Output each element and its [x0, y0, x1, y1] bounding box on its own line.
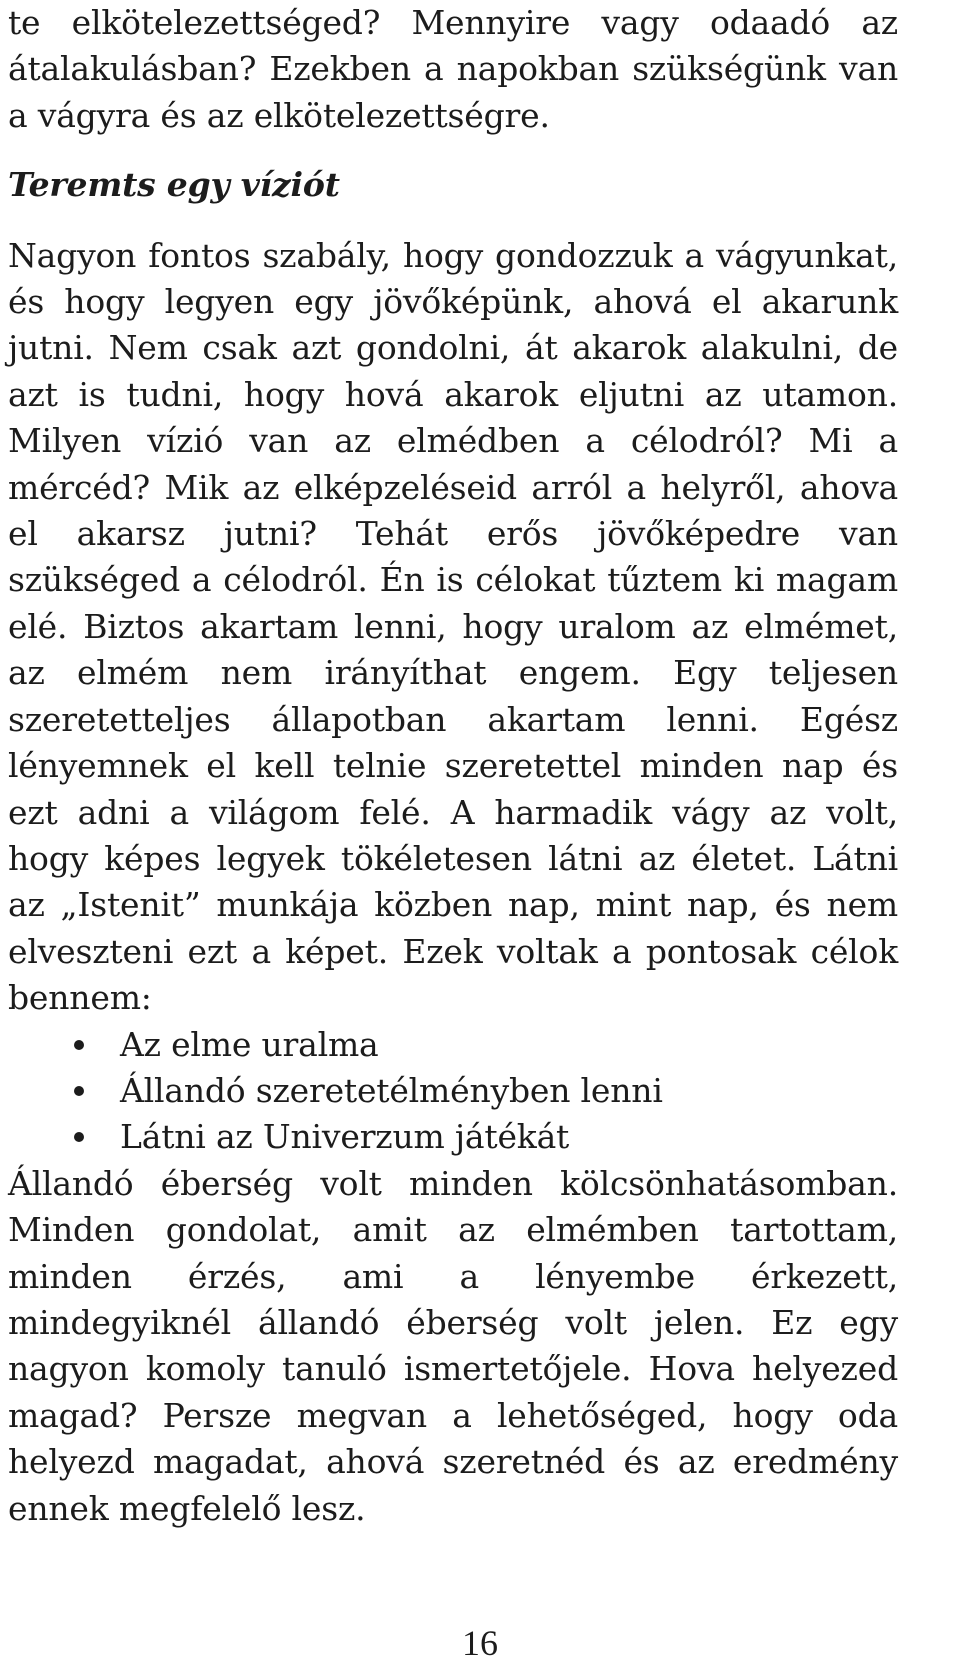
list-item-text: Az elme uralma	[120, 1024, 379, 1064]
list-item	[8, 1114, 898, 1160]
goal-list	[8, 1022, 898, 1161]
bullet-icon	[74, 1086, 84, 1096]
main-paragraph: Nagyon fontos szabály, hogy gondozzuk a vágyunkat, és hogy legyen egy jövőképünk, ahová el akarunk jutni. Nem csak azt gondolni, át akarok alakulni, de azt is tudni, hogy hová akarok eljutni az utamon. Milyen vízió van az elmédben a célodról? Mi a mércéd? Mik az elképzeléseid arról a helyről, ahova el akarsz jutni? Tehát erős jövőképedre van szükséged a célodról. Én is célokat tűztem ki magam elé. Biztos akartam lenni, hogy uralom az elmémet, az elmém nem irányíthat engem. Egy teljesen szeretetteljes állapotban akartam lenni. Egész lényemnek el kell telnie szeretettel minden nap és ezt adni a világom felé. A harmadik vágy az volt, hogy képes legyek tökéletesen látni az életet. Látni az „Istenit” munkája közben nap, mint nap, és nem elveszteni ezt a képet. Ezek voltak a pontosak célok bennem:	[8, 235, 898, 1018]
list-item	[8, 1022, 898, 1068]
closing-paragraph: Állandó éberség volt minden kölcsönhatásomban. Minden gondolat, amit az elmémben tartottam, minden érzés, ami a lényembe érkezett, mindegyiknél állandó éberség volt jelen. Ez egy nagyon komoly tanuló ismertetőjele. Hova helyezed magad? Persze megvan a lehetőséged, hogy oda helyezd magadat, ahová szeretnéd és az eredmény ennek megfelelő lesz.	[8, 1163, 898, 1528]
bullet-icon	[74, 1040, 84, 1050]
list-item-text: Állandó szeretetélményben lenni	[120, 1070, 663, 1110]
document-page	[8, 0, 898, 1532]
bullet-icon	[74, 1132, 84, 1142]
page-number: 16	[462, 1623, 498, 1663]
section-heading: Teremts egy víziót	[8, 165, 340, 205]
list-item-text: Látni az Univerzum játékát	[120, 1117, 570, 1157]
list-item	[8, 1068, 898, 1114]
intro-paragraph: te elkötelezettséged? Mennyire vagy odaadó az átalakulásban? Ezekben a napokban szükségünk van a vágyra és az elkötelezettségre.	[8, 3, 898, 135]
